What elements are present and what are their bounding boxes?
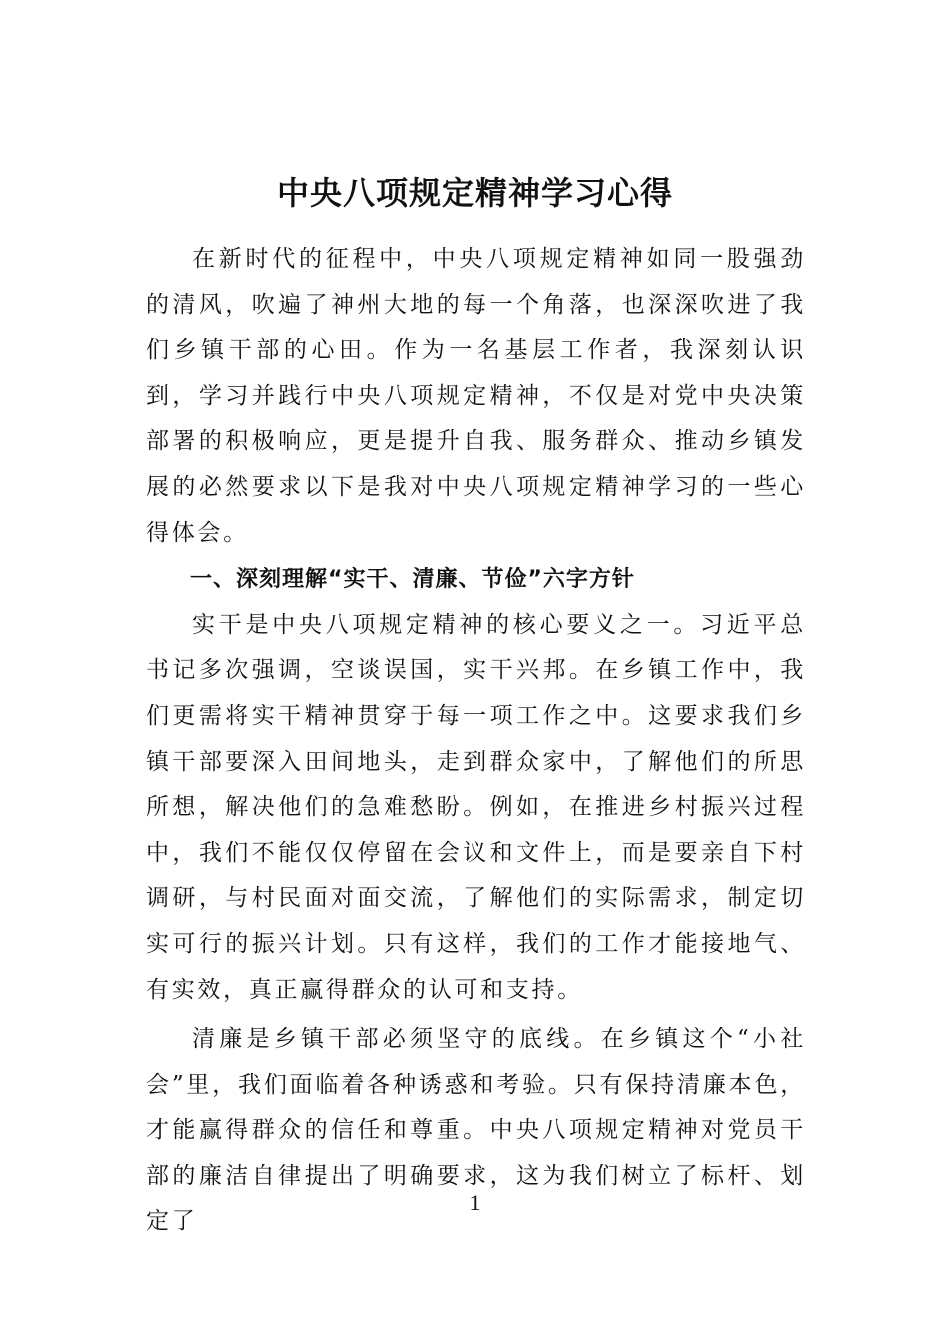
document-title: 中央八项规定精神学习心得	[276, 174, 673, 212]
section-heading-1: 一、深刻理解“实干、清廉、节俭”六字方针	[190, 567, 635, 593]
paragraph-qinglian: 清廉是乡镇干部必须坚守的底线。在乡镇这个“小社会”里，我们面临着各种诱惑和考验。只有保持清廉本色，才能赢得群众的信任和尊重。中央八项规定精神对党员干部的廉洁自律提出了明确要求，这为我们树立了标杆、划定了	[146, 1026, 806, 1235]
document-body	[146, 237, 806, 1245]
paragraph-shigan: 实干是中央八项规定精神的核心要义之一。习近平总书记多次强调，空谈误国，实干兴邦。在乡镇工作中，我们更需将实干精神贯穿于每一项工作之中。这要求我们乡镇干部要深入田间地头，走到群众家中，了解他们的所思所想，解决他们的急难愁盼。例如，在推进乡村振兴过程中，我们不能仅仅停留在会议和文件上，而是要亲自下村调研，与村民面对面交流，了解他们的实际需求，制定切实可行的振兴计划。只有这样，我们的工作才能接地气、有实效，真正赢得群众的认可和支持。	[146, 611, 806, 1003]
page-number: 1	[469, 1190, 481, 1215]
paragraph-intro: 在新时代的征程中，中央八项规定精神如同一股强劲的清风，吹遍了神州大地的每一个角落，也深深吹进了我们乡镇干部的心田。作为一名基层工作者，我深刻认识到，学习并践行中央八项规定精神，不仅是对党中央决策部署的积极响应，更是提升自我、服务群众、推动乡镇发展的必然要求以下是我对中央八项规定精神学习的一些心得体会。	[146, 246, 806, 546]
